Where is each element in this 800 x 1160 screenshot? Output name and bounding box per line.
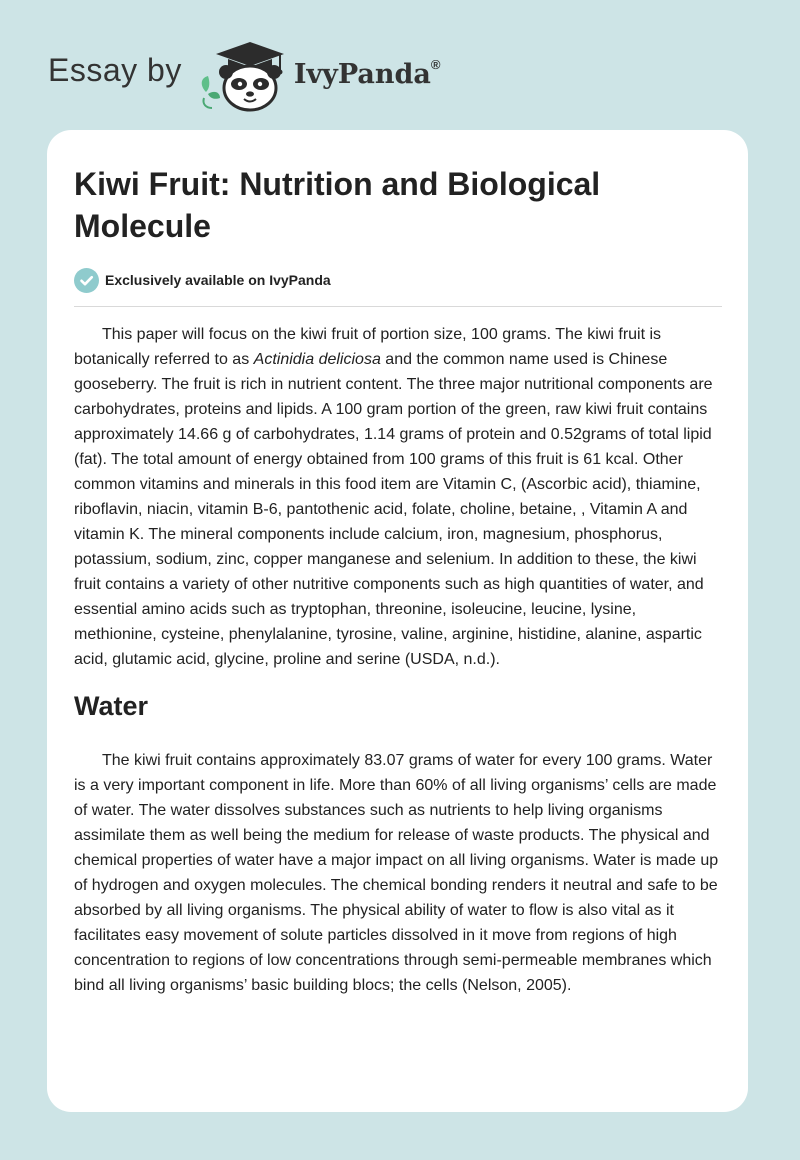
site-header bbox=[48, 36, 441, 112]
species-name: Actinidia deliciosa bbox=[253, 351, 381, 368]
water-paragraph: The kiwi fruit contains approximately 83.07 grams of water for every 100 grams. Water is a very important component in life. More than 60% of all living organisms’ cells are made of water. The water dissolves substances such as nutrients to help living organisms assimilate them as well being the medium for release of waste products. The physical and chemical properties of water have a major impact on all living organisms. Water is made up of hydrogen and oxygen molecules. The chemical bonding renders it neutral and safe to be absorbed by all living organisms. The physical ability of water to flow is also vital as it facilitates easy movement of solute particles dissolved in it move from regions of high concentration to regions of low concentrations through semi-permeable membranes which bind all living organisms’ basic building blocs; the cells (Nelson, 2005). bbox=[74, 752, 719, 994]
registered-mark: ® bbox=[430, 56, 441, 72]
ivypanda-logo-icon bbox=[196, 36, 290, 112]
essay-title: Kiwi Fruit: Nutrition and Biological Molecule bbox=[74, 166, 601, 244]
essay-card bbox=[47, 130, 748, 1112]
essay-by-label: Essay by bbox=[48, 51, 182, 88]
essay-content bbox=[74, 163, 722, 998]
divider bbox=[74, 306, 722, 307]
exclusive-badge-label: Exclusively available on IvyPanda bbox=[105, 272, 331, 288]
section-heading-water: Water bbox=[74, 691, 149, 721]
intro-paragraph: This paper will focus on the kiwi fruit of portion size, 100 grams. The kiwi fruit is botanically referred to as Actinidia deliciosa and the common name used is Chinese gooseberry. The fruit is rich in nutrient content. The three major nutritional components are carbohydrates, proteins and lipids. A 100 gram portion of the green, raw kiwi fruit contains approximately 14.66 g of carbohydrates, 1.14 grams of protein and 0.52grams of total lipid (fat). The total amount of energy obtained from 100 grams of this fruit is 61 kcal. Other common vitamins and minerals in this food item are Vitamin C, (Ascorbic acid), thiamine, riboflavin, niacin, vitamin B-6, pantothenic acid, folate, choline, betaine, , Vitamin A and vitamin K. The mineral components include calcium, iron, magnesium, phosphorus, potassium, sodium, zinc, copper manganese and selenium. In addition to these, the kiwi fruit contains a variety of other nutritive components such as high quantities of water, and essential amino acids such as tryptophan, threonine, isoleucine, leucine, lysine, methionine, cysteine, phenylalanine, tyrosine, valine, arginine, histidine, alanine, aspartic acid, glutamic acid, glycine, proline and serine (USDA, n.d.). bbox=[74, 326, 713, 668]
brand-name: IvyPanda® bbox=[293, 56, 441, 90]
exclusive-badge bbox=[74, 267, 722, 293]
check-circle-icon bbox=[74, 268, 99, 293]
